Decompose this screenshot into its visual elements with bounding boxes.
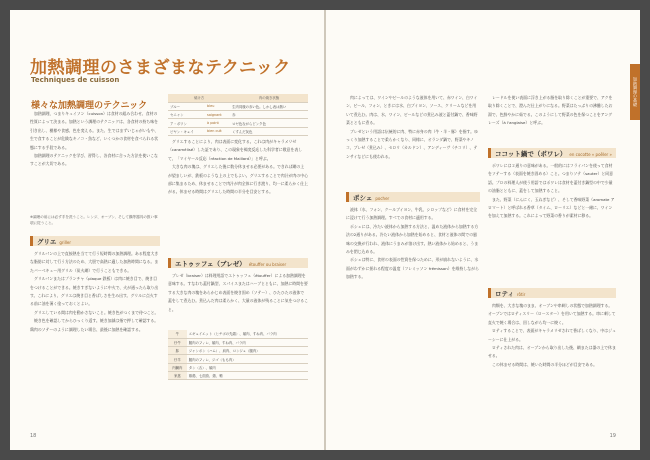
- poach-french: pocher: [375, 196, 390, 201]
- braise-text: [168, 272, 308, 314]
- grill-paragraph: グリエしている間は肉を動かさないこと。焼き色がつくまで待つこと。: [34, 309, 159, 315]
- intro-paragraph: 加熱調理、つまりキュイソン（cuisson）は食材の組み合わせ、食材の性質によって決まる。加熱という調理のテクニックは、各食材の持ち味を引き出し、模様や食感、色を変える。また、生ではまずいじゃがいもや、生で食することが危険なキノコ・魚など、いくつかの食材を食べられる状態にする手段である。: [30, 111, 159, 150]
- table-row: ビヤン・キュイ bien cuit くすんだ灰色: [168, 127, 308, 135]
- poach-continued-text: [488, 94, 616, 128]
- table-row: 牛 エギュイエット（ヒチボの先端）、頬肉、すね肉、バラ肉: [168, 330, 308, 338]
- roast-french: rôtir: [516, 292, 526, 297]
- grill-text: [30, 250, 160, 334]
- body-paragraph: ポシェは特に、食材の表面の性質を保つために、形が崩れないように、水面がわずかに揺れる程度の温度（フレミッソン frémisson）を維持しながら加熱する。: [346, 257, 479, 280]
- table-header: 焼け方: [168, 94, 230, 102]
- body-paragraph: グリエすることにより、肉は表面に変化する。これは肉がキャラメリゼ（caramélisé）した証であり、この現象を褐変反応した科学者に敬意を表して、「マイヤール反応（réaction de Maillard）」と呼ぶ。: [168, 139, 303, 161]
- page-title: 加熱調理のさまざまなテクニック: [30, 58, 291, 78]
- page-number: 19: [609, 433, 616, 439]
- table-row: 家禽 雄鶏、七面鳥、鶏、鴨: [168, 371, 308, 379]
- grill-heading: グリエ: [37, 238, 57, 246]
- braise-section-header: [168, 258, 308, 268]
- body-paragraph: 肉類を、大きな塊のまま、オーブンや串刺しの状態で加熱調理する。オーブンではロティスリー（ロースター）を用いて加熱する。串に刺して直火で焼く場合は、回しながら均一に焼く。: [488, 303, 616, 325]
- cocotte-heading: ココット鍋で（ポワレ）: [495, 150, 567, 158]
- poach-heading: ポシェ: [353, 194, 373, 202]
- body-paragraph: また、野菜（にんにく、玉ねぎなど）、そして香味野菜（aromate アロマート）と呼ばれる香草（タイム、ローリエ）などと一緒に、ワインを加えて加熱する。これによって野菜の香りが素材に移る。: [488, 196, 615, 219]
- table-row: ブルー bleu 生肉同様の赤い色。しかし表は熱い: [168, 102, 308, 110]
- chapter-side-tab: 加熱調理の基礎: [630, 64, 640, 120]
- table-row: 仔羊 腰肉のフィレ、ジゴ（もも肉）: [168, 355, 308, 363]
- body-paragraph: ブレゼという用語は伝統的に肉、特に赤身の肉（牛・羊・豚）を指す。ゆっくり加熱することで柔らかくなり、同様に、オランダ鍋で、野菜やキノコ、ブレゼ（煮込み）、セロリ（カルドン）、アンディーヴ（チコリ）、テンサイなどにも使われる。: [346, 128, 478, 159]
- doneness-table: [168, 94, 308, 136]
- braise-continued-text: [346, 94, 480, 161]
- footnote: ※調理の前には必ず手を洗うこと。レンジ、オーブン、そして鍋等器具の扱い事項に従うこと。: [30, 215, 158, 225]
- table-header: 肉の焼き状態: [230, 94, 308, 102]
- grill-paragraph: 焼き色を確認してからひっくり返す。焼き加減は指で押して確認する。鶏肉のソテーのように調理したい場合、最後に加熱を確認する。: [30, 318, 159, 332]
- roast-heading: ロティ: [495, 290, 514, 298]
- section-heading: 様々な加熱調理のテクニック: [31, 101, 148, 111]
- roast-text: [488, 302, 616, 369]
- page-number: 18: [30, 433, 37, 439]
- braise-cuts-table: [168, 330, 308, 380]
- table-row: ア・ポワン à point ロゼ色ながらピンク色: [168, 119, 308, 127]
- body-paragraph: ブレゼ（braiser）は料理用語でエトゥッフェ（étouffer）による加熱調理を意味する。すなわち蓋付鍋型、スパイスまたはハーブとともに、加熱に時間を要する大きな肉の塊をあらかじめ表面を焼き固め（ソテー）、ひたひたの液体で蓋をして煮込む。煮込んだ肉は柔らかく、大量の液体が残ることに気をつけること。: [168, 273, 308, 312]
- body-paragraph: 大きな肉の塊は、グリエした後に数分休ませる必要がある。できれば網の上が望ましいが、鉄板のような上の上でもよい。グリエすることで肉汁が肉の中心部に集まるため、休ませることで肉汁が肉全体に行き渡り、均一に柔らかく仕上がる。休ませる時間はグリエした時間の半分を目安とする。: [168, 164, 308, 195]
- intro-paragraph: 加熱調理のテクニックを学び、習得し、各食材に合った方法を使いこなすことが大切である。: [30, 153, 158, 167]
- braise-french: étouffer ou braiser: [248, 262, 287, 267]
- table-row: セニャン saignant 赤: [168, 111, 308, 119]
- grill-continued-text: [168, 138, 308, 197]
- intro-text: [30, 110, 160, 169]
- grill-french: griller: [59, 240, 71, 245]
- roast-section-header: [488, 288, 616, 298]
- left-page: [10, 10, 324, 450]
- body-paragraph: レードルを使い表面に浮き上がる脂を取り除くことが重要で、アクを取り除くことで、澄んだ仕上がりになる。野菜はたっぷりの沸騰したお湯で、色鮮やかに茹でる。このようにして野菜の色を保つことをアングレーズ（à l'anglaise）と呼ぶ。: [488, 95, 613, 126]
- grill-paragraph: グリルパンの上で直接熱を当てて行う短時間の加熱調理。ある程度大きな脂肪に対して行う方法のため、大胆で高熱に適した加熱時間になる。またバーベキュー用グリル（炭火網）で行うこともできる。: [30, 251, 159, 273]
- body-paragraph: この休ませる時間は、焼いた時間の半分ほどが目安である。: [492, 361, 598, 367]
- body-paragraph: ポワレには２通りの意味がある。一般的にはフライパンを使って食材をソテーする（表面を焼き固める）こと。つまりソテ（sauter）と同意語。プロの料理人が使う用語ではポワレは食材を蓋付き鍋型の中で少量の油脂とともに、蓋をして加熱すること。: [488, 163, 614, 194]
- body-paragraph: ポシェには、冷たい液体から加熱する方法と、温めた液体から加熱する方法の2通りがある。冷たい液体から加熱を始めると、食材と液体の間での風味の交換が行われ、液体にうまみが溶け出す。熱い液体から始めると、うまみを閉じ込める。: [346, 223, 479, 255]
- grill-paragraph: グリルパンまたはプランチャ（plaque 鉄板）は肉に焼き目で、焼き目をつけることができる。焼きすぎないように中火で、火が通ったら取り出す。これにより、グリエは焼き目と香ばしさを生み出す。グリルに点火する前に油を薄く塗っておくとよい。: [30, 276, 159, 307]
- cocotte-section-header: [488, 148, 616, 158]
- poach-section-header: [346, 192, 480, 202]
- page-subtitle: Techniques de cuisson: [31, 76, 120, 84]
- cocotte-text: [488, 162, 616, 221]
- table-row: 仔牛 腰肉のフィレ、頬肉、すね肉、バラ肉: [168, 338, 308, 346]
- body-paragraph: 液体（水、フォン、クールブイヨン、牛乳、シロップなど）に食材を完全に浸けて行う加熱調理。すべての食材に適用する。: [346, 207, 478, 221]
- poach-text: [346, 206, 480, 282]
- body-paragraph: ロティすることで、表面がキャラメリゼされて香ばしくなり、中はジューシーに仕上がる。: [488, 328, 616, 342]
- table-row: 豚 ジャンボン（ハム）、肩肉、ロンジュ（腰肉）: [168, 347, 308, 355]
- cocotte-french: en cocotte « poêler »: [569, 152, 612, 157]
- right-page: [326, 10, 640, 450]
- table-row: 内臓肉 タン（舌）、頬肉: [168, 363, 308, 371]
- braise-heading: エトゥッフェ（ブレゼ）: [175, 260, 246, 268]
- grill-section-header: [30, 236, 160, 246]
- body-paragraph: 肉によっては、ワインやビールのような液体を用いて、赤ワイン、白ワイン、ビール、フォン、ときには水、白ブイヨン、ソース、クリームなどを用いて煮込む。肉は、水、ワイン、ビールなどの煮込み液と蓋付鍋で、香味野菜とともに煮る。: [346, 95, 478, 126]
- body-paragraph: ロティされた肉は、オーブンから取り出した後、網または器の上で休ませる。: [488, 345, 616, 359]
